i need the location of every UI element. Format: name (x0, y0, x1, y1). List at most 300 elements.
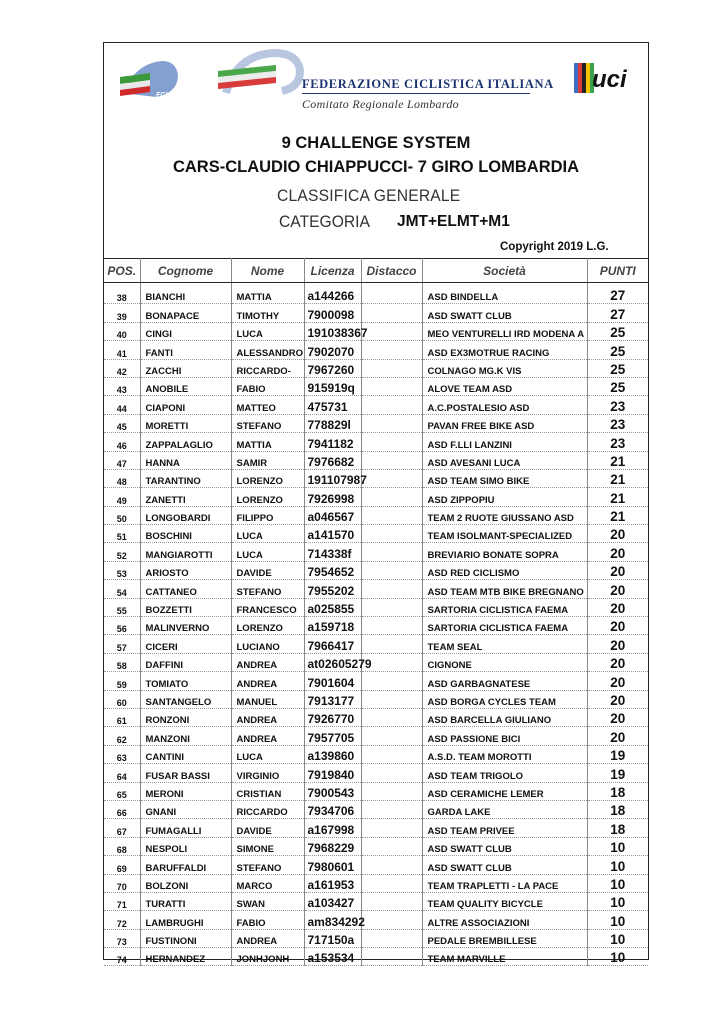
position-cell: 41 (104, 341, 140, 359)
points-cell: 23 (587, 414, 648, 432)
position-cell: 70 (104, 874, 140, 892)
points-cell: 23 (587, 433, 648, 451)
name-cell: LORENZO (231, 617, 304, 635)
license-cell: 191038367 (304, 322, 361, 340)
position-cell: 56 (104, 617, 140, 635)
points-cell: 21 (587, 469, 648, 487)
name-cell: FRANCESCO (231, 598, 304, 616)
license-cell: 7976682 (304, 451, 361, 469)
gap-cell (361, 414, 422, 432)
team-cell: ASD RED CICLISMO (422, 561, 587, 579)
gap-cell (361, 525, 422, 543)
license-cell: 7902070 (304, 341, 361, 359)
category-value: JMT+ELMT+M1 (397, 213, 510, 230)
points-cell: 20 (587, 598, 648, 616)
table-row (104, 892, 648, 910)
team-cell: ASD PASSIONE BICI (422, 727, 587, 745)
name-cell: MATTIA (231, 433, 304, 451)
points-cell: 25 (587, 322, 648, 340)
license-cell: a159718 (304, 617, 361, 635)
points-cell: 21 (587, 451, 648, 469)
header-pos: POS. (104, 259, 140, 283)
license-cell: 7900543 (304, 782, 361, 800)
table-row (104, 506, 648, 524)
gap-cell (361, 837, 422, 855)
ranking-table (104, 258, 648, 966)
surname-cell: ZAPPALAGLIO (140, 433, 231, 451)
surname-cell: FUSTINONI (140, 929, 231, 947)
position-cell: 46 (104, 433, 140, 451)
gap-cell (361, 543, 422, 561)
surname-cell: CICERI (140, 635, 231, 653)
team-cell: ASD TEAM MTB BIKE BREGNANO (422, 580, 587, 598)
gap-cell (361, 672, 422, 690)
committee-name: Comitato Regionale Lombardo (302, 97, 459, 111)
points-cell: 10 (587, 892, 648, 910)
gap-cell (361, 819, 422, 837)
team-cell: ASD EX3MOTRUE RACING (422, 341, 587, 359)
surname-cell: MERONI (140, 782, 231, 800)
name-cell: STEFANO (231, 856, 304, 874)
team-cell: TEAM SEAL (422, 635, 587, 653)
table-row (104, 800, 648, 818)
name-cell: LUCA (231, 543, 304, 561)
table-row (104, 856, 648, 874)
name-cell: JONHJONH (231, 948, 304, 966)
gap-cell (361, 451, 422, 469)
position-cell: 58 (104, 653, 140, 671)
position-cell: 65 (104, 782, 140, 800)
surname-cell: BARUFFALDI (140, 856, 231, 874)
surname-cell: ZACCHI (140, 359, 231, 377)
table-row (104, 414, 648, 432)
license-cell: 915919q (304, 377, 361, 395)
gap-cell (361, 433, 422, 451)
surname-cell: BONAPACE (140, 304, 231, 322)
name-cell: RICCARDO (231, 800, 304, 818)
name-cell: ANDREA (231, 708, 304, 726)
license-cell: 191107987 (304, 469, 361, 487)
position-cell: 51 (104, 525, 140, 543)
header-punti: PUNTI (587, 259, 648, 283)
gap-cell (361, 283, 422, 304)
name-cell: FABIO (231, 377, 304, 395)
license-cell: a161953 (304, 874, 361, 892)
gap-cell (361, 598, 422, 616)
table-header-row (104, 259, 648, 283)
license-cell: 7967260 (304, 359, 361, 377)
surname-cell: BOZZETTI (140, 598, 231, 616)
surname-cell: CATTANEO (140, 580, 231, 598)
license-cell: 778829l (304, 414, 361, 432)
surname-cell: LONGOBARDI (140, 506, 231, 524)
surname-cell: TURATTI (140, 892, 231, 910)
surname-cell: FUSAR BASSI (140, 764, 231, 782)
surname-cell: ARIOSTO (140, 561, 231, 579)
table-row (104, 543, 648, 561)
gap-cell (361, 745, 422, 763)
points-cell: 20 (587, 653, 648, 671)
points-cell: 20 (587, 727, 648, 745)
position-cell: 40 (104, 322, 140, 340)
table-row (104, 341, 648, 359)
table-row (104, 948, 648, 966)
team-cell: ASD BARCELLA GIULIANO (422, 708, 587, 726)
surname-cell: MANZONI (140, 727, 231, 745)
surname-cell: CANTINI (140, 745, 231, 763)
points-cell: 20 (587, 561, 648, 579)
name-cell: ALESSANDRO (231, 341, 304, 359)
license-cell: 7980601 (304, 856, 361, 874)
table-row (104, 708, 648, 726)
license-cell: 7934706 (304, 800, 361, 818)
table-row (104, 617, 648, 635)
surname-cell: BOSCHINI (140, 525, 231, 543)
position-cell: 44 (104, 396, 140, 414)
table-row (104, 433, 648, 451)
points-cell: 21 (587, 488, 648, 506)
table-row (104, 653, 648, 671)
gap-cell (361, 892, 422, 910)
team-cell: ASD BINDELLA (422, 283, 587, 304)
event-title-line2: CARS-CLAUDIO CHIAPPUCCI- 7 GIRO LOMBARDIA (172, 158, 580, 176)
surname-cell: NESPOLI (140, 837, 231, 855)
points-cell: 23 (587, 396, 648, 414)
points-cell: 20 (587, 708, 648, 726)
points-cell: 20 (587, 525, 648, 543)
license-cell: 475731 (304, 396, 361, 414)
document-frame (103, 42, 649, 966)
name-cell: LUCIANO (231, 635, 304, 653)
federation-emblem-icon (216, 49, 306, 101)
gap-cell (361, 561, 422, 579)
name-cell: STEFANO (231, 580, 304, 598)
surname-cell: CIAPONI (140, 396, 231, 414)
name-cell: SIMONE (231, 837, 304, 855)
team-cell: A.S.D. TEAM MOROTTI (422, 745, 587, 763)
team-cell: ASD ZIPPOPIU (422, 488, 587, 506)
table-row (104, 929, 648, 947)
position-cell: 43 (104, 377, 140, 395)
position-cell: 67 (104, 819, 140, 837)
name-cell: DAVIDE (231, 819, 304, 837)
points-cell: 27 (587, 304, 648, 322)
position-cell: 68 (104, 837, 140, 855)
name-cell: MATTIA (231, 283, 304, 304)
table-row (104, 874, 648, 892)
surname-cell: HERNANDEZ (140, 948, 231, 966)
position-cell: 60 (104, 690, 140, 708)
category-label: CATEGORIA (279, 212, 370, 231)
team-cell: TEAM ISOLMANT-SPECIALIZED (422, 525, 587, 543)
team-cell: BREVIARIO BONATE SOPRA (422, 543, 587, 561)
surname-cell: BOLZONI (140, 874, 231, 892)
team-cell: ASD TEAM SIMO BIKE (422, 469, 587, 487)
surname-cell: DAFFINI (140, 653, 231, 671)
name-cell: STEFANO (231, 414, 304, 432)
surname-cell: TARANTINO (140, 469, 231, 487)
gap-cell (361, 782, 422, 800)
surname-cell: RONZONI (140, 708, 231, 726)
points-cell: 20 (587, 690, 648, 708)
position-cell: 47 (104, 451, 140, 469)
team-cell: TEAM TRAPLETTI - LA PACE (422, 874, 587, 892)
license-cell: am834292 (304, 911, 361, 929)
points-cell: 10 (587, 948, 648, 966)
position-cell: 48 (104, 469, 140, 487)
position-cell: 73 (104, 929, 140, 947)
points-cell: 25 (587, 341, 648, 359)
surname-cell: FUMAGALLI (140, 819, 231, 837)
surname-cell: CINGI (140, 322, 231, 340)
points-cell: 27 (587, 283, 648, 304)
copyright-text: Copyright 2019 L.G. (500, 241, 609, 253)
position-cell: 62 (104, 727, 140, 745)
surname-cell: ANOBILE (140, 377, 231, 395)
team-cell: ASD BORGA CYCLES TEAM (422, 690, 587, 708)
points-cell: 20 (587, 672, 648, 690)
table-row (104, 690, 648, 708)
license-cell: 7913177 (304, 690, 361, 708)
position-cell: 63 (104, 745, 140, 763)
header-cognome: Cognome (140, 259, 231, 283)
surname-cell: SANTANGELO (140, 690, 231, 708)
gap-cell (361, 690, 422, 708)
gap-cell (361, 469, 422, 487)
table-row (104, 911, 648, 929)
position-cell: 45 (104, 414, 140, 432)
header-licenza: Licenza (304, 259, 361, 283)
gap-cell (361, 377, 422, 395)
license-cell: 7957705 (304, 727, 361, 745)
license-cell: 7955202 (304, 580, 361, 598)
position-cell: 71 (104, 892, 140, 910)
license-cell: 7926770 (304, 708, 361, 726)
name-cell: VIRGINIO (231, 764, 304, 782)
points-cell: 18 (587, 782, 648, 800)
team-cell: ALTRE ASSOCIAZIONI (422, 911, 587, 929)
surname-cell: FANTI (140, 341, 231, 359)
table-row (104, 396, 648, 414)
table-row (104, 635, 648, 653)
table-row (104, 451, 648, 469)
fci-logo-icon (116, 53, 182, 101)
license-cell: 7966417 (304, 635, 361, 653)
gap-cell (361, 635, 422, 653)
table-row (104, 837, 648, 855)
position-cell: 42 (104, 359, 140, 377)
team-cell: ASD GARBAGNATESE (422, 672, 587, 690)
name-cell: LORENZO (231, 469, 304, 487)
gap-cell (361, 800, 422, 818)
table-row (104, 283, 648, 304)
table-row (104, 727, 648, 745)
gap-cell (361, 929, 422, 947)
name-cell: LUCA (231, 322, 304, 340)
team-cell: SARTORIA CICLISTICA FAEMA (422, 598, 587, 616)
points-cell: 10 (587, 837, 648, 855)
team-cell: GARDA LAKE (422, 800, 587, 818)
points-cell: 20 (587, 617, 648, 635)
position-cell: 39 (104, 304, 140, 322)
points-cell: 25 (587, 377, 648, 395)
gap-cell (361, 322, 422, 340)
name-cell: SAMIR (231, 451, 304, 469)
table-row (104, 561, 648, 579)
team-cell: PAVAN FREE BIKE ASD (422, 414, 587, 432)
surname-cell: LAMBRUGHI (140, 911, 231, 929)
name-cell: ANDREA (231, 929, 304, 947)
gap-cell (361, 488, 422, 506)
surname-cell: TOMIATO (140, 672, 231, 690)
name-cell: LUCA (231, 745, 304, 763)
team-cell: ASD TEAM TRIGOLO (422, 764, 587, 782)
name-cell: RICCARDO- (231, 359, 304, 377)
gap-cell (361, 727, 422, 745)
table-row (104, 469, 648, 487)
name-cell: LORENZO (231, 488, 304, 506)
header-distacco: Distacco (361, 259, 422, 283)
position-cell: 54 (104, 580, 140, 598)
license-cell: a153534 (304, 948, 361, 966)
table-row (104, 304, 648, 322)
points-cell: 20 (587, 580, 648, 598)
gap-cell (361, 948, 422, 966)
surname-cell: MANGIAROTTI (140, 543, 231, 561)
team-cell: ASD SWATT CLUB (422, 304, 587, 322)
license-cell: 7954652 (304, 561, 361, 579)
gap-cell (361, 341, 422, 359)
license-cell: 7919840 (304, 764, 361, 782)
header-societa: Società (422, 259, 587, 283)
position-cell: 64 (104, 764, 140, 782)
table-row (104, 377, 648, 395)
team-cell: TEAM 2 RUOTE GIUSSANO ASD (422, 506, 587, 524)
position-cell: 69 (104, 856, 140, 874)
points-cell: 20 (587, 543, 648, 561)
position-cell: 74 (104, 948, 140, 966)
team-cell: ASD AVESANI LUCA (422, 451, 587, 469)
license-cell: a141570 (304, 525, 361, 543)
team-cell: SARTORIA CICLISTICA FAEMA (422, 617, 587, 635)
name-cell: ANDREA (231, 653, 304, 671)
name-cell: MANUEL (231, 690, 304, 708)
team-cell: PEDALE BREMBILLESE (422, 929, 587, 947)
table-row (104, 580, 648, 598)
license-cell: a046567 (304, 506, 361, 524)
license-cell: 7901604 (304, 672, 361, 690)
gap-cell (361, 617, 422, 635)
gap-cell (361, 304, 422, 322)
license-cell: at02605279 (304, 653, 361, 671)
team-cell: ASD F.LLI LANZINI (422, 433, 587, 451)
name-cell: ANDREA (231, 672, 304, 690)
table-row (104, 782, 648, 800)
name-cell: TIMOTHY (231, 304, 304, 322)
license-cell: 7968229 (304, 837, 361, 855)
position-cell: 50 (104, 506, 140, 524)
team-cell: CIGNONE (422, 653, 587, 671)
name-cell: LUCA (231, 525, 304, 543)
team-cell: MEO VENTURELLI IRD MODENA A (422, 322, 587, 340)
table-row (104, 672, 648, 690)
position-cell: 49 (104, 488, 140, 506)
points-cell: 10 (587, 911, 648, 929)
team-cell: A.C.POSTALESIO ASD (422, 396, 587, 414)
team-cell: ASD SWATT CLUB (422, 856, 587, 874)
position-cell: 55 (104, 598, 140, 616)
license-cell: a025855 (304, 598, 361, 616)
license-cell: a103427 (304, 892, 361, 910)
surname-cell: HANNA (140, 451, 231, 469)
points-cell: 21 (587, 506, 648, 524)
points-cell: 10 (587, 856, 648, 874)
gap-cell (361, 580, 422, 598)
points-cell: 25 (587, 359, 648, 377)
table-row (104, 745, 648, 763)
position-cell: 57 (104, 635, 140, 653)
team-cell: TEAM MARVILLE (422, 948, 587, 966)
team-cell: ASD TEAM PRIVEE (422, 819, 587, 837)
name-cell: MATTEO (231, 396, 304, 414)
gap-cell (361, 396, 422, 414)
gap-cell (361, 764, 422, 782)
surname-cell: MORETTI (140, 414, 231, 432)
team-cell: ASD SWATT CLUB (422, 837, 587, 855)
license-cell: 7941182 (304, 433, 361, 451)
surname-cell: GNANI (140, 800, 231, 818)
position-cell: 52 (104, 543, 140, 561)
license-cell: a144266 (304, 283, 361, 304)
surname-cell: MALINVERNO (140, 617, 231, 635)
gap-cell (361, 856, 422, 874)
gap-cell (361, 359, 422, 377)
license-cell: a139860 (304, 745, 361, 763)
team-cell: TEAM QUALITY BICYCLE (422, 892, 587, 910)
points-cell: 20 (587, 635, 648, 653)
points-cell: 19 (587, 745, 648, 763)
name-cell: DAVIDE (231, 561, 304, 579)
uci-logo-icon (572, 55, 644, 99)
table-row (104, 359, 648, 377)
license-cell: 714338f (304, 543, 361, 561)
ranking-heading: CLASSIFICA GENERALE (277, 186, 461, 205)
surname-cell: BIANCHI (140, 283, 231, 304)
gap-cell (361, 708, 422, 726)
license-cell: 717150a (304, 929, 361, 947)
position-cell: 38 (104, 283, 140, 304)
uci-logo-text: uci (592, 66, 627, 93)
table-row (104, 488, 648, 506)
table-row (104, 322, 648, 340)
gap-cell (361, 874, 422, 892)
points-cell: 18 (587, 800, 648, 818)
name-cell: FABIO (231, 911, 304, 929)
table-row (104, 764, 648, 782)
federation-name: FEDERAZIONE CICLISTICA ITALIANA (302, 77, 554, 91)
points-cell: 18 (587, 819, 648, 837)
name-cell: SWAN (231, 892, 304, 910)
team-cell: COLNAGO MG.K VIS (422, 359, 587, 377)
table-row (104, 525, 648, 543)
gap-cell (361, 506, 422, 524)
table-body (104, 283, 648, 966)
federation-divider (302, 93, 530, 94)
position-cell: 72 (104, 911, 140, 929)
license-cell: 7926998 (304, 488, 361, 506)
team-cell: ASD CERAMICHE LEMER (422, 782, 587, 800)
fci-logo-text: FCI (156, 92, 168, 99)
